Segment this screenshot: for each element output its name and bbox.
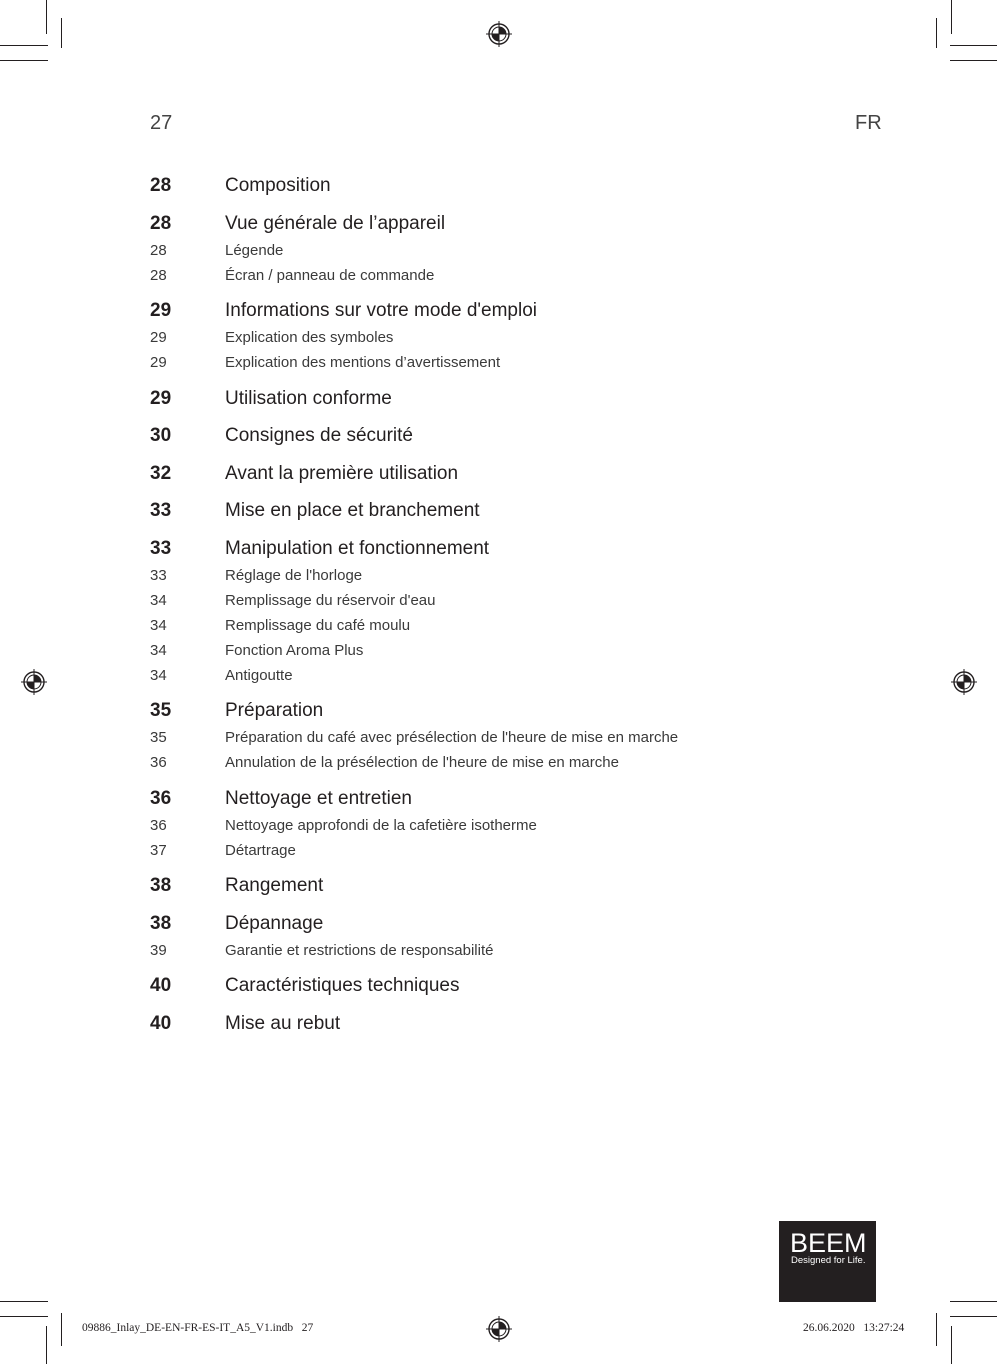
toc-page-number: 33	[150, 538, 172, 559]
logo-brand: BEEM	[790, 1228, 867, 1258]
toc-title: Garantie et restrictions de responsabilité	[225, 942, 494, 959]
crop-mark	[46, 1326, 47, 1364]
crop-mark	[46, 0, 47, 34]
toc-title: Mise en place et branchement	[225, 500, 480, 521]
crop-mark	[0, 1301, 48, 1302]
toc-title: Dépannage	[225, 913, 324, 934]
toc-title: Explication des symboles	[225, 329, 394, 346]
toc-title: Détartrage	[225, 842, 296, 859]
toc-title: Préparation du café avec présélection de l'heure de mise en marche	[225, 729, 679, 746]
toc-title: Annulation de la présélection de l'heure de mise en marche	[225, 754, 619, 771]
crop-mark	[951, 0, 952, 34]
toc-title: Remplissage du réservoir d'eau	[225, 592, 436, 609]
toc-title: Avant la première utilisation	[225, 463, 459, 484]
toc-page-number: 34	[150, 667, 167, 684]
toc-title: Informations sur votre mode d'emploi	[225, 300, 537, 321]
toc-title: Utilisation conforme	[225, 388, 392, 409]
toc-title: Préparation	[225, 700, 324, 721]
toc-page-number: 28	[150, 213, 172, 234]
registration-mark-icon	[486, 21, 512, 47]
crop-mark	[936, 18, 937, 48]
toc-page-number: 36	[150, 754, 167, 771]
toc-page-number: 34	[150, 592, 167, 609]
logo-tagline: Designed for Life.	[791, 1255, 866, 1266]
footer-timestamp: 26.06.2020 13:27:24	[803, 1322, 905, 1334]
toc-page-number: 35	[150, 729, 167, 746]
toc-page-number: 29	[150, 388, 172, 409]
footer-file-info: 09886_Inlay_DE-EN-FR-ES-IT_A5_V1.indb 27	[82, 1322, 314, 1334]
toc-page-number: 38	[150, 913, 172, 934]
crop-mark	[950, 45, 997, 46]
toc-page-number: 37	[150, 842, 167, 859]
toc-page-number: 39	[150, 942, 167, 959]
toc-page-number: 29	[150, 329, 167, 346]
crop-mark	[950, 1316, 997, 1317]
toc-page-number: 34	[150, 642, 167, 659]
beem-logo	[779, 1221, 876, 1302]
toc-title: Écran / panneau de commande	[225, 267, 435, 284]
crop-mark	[936, 1313, 937, 1346]
toc-page-number: 28	[150, 242, 167, 259]
toc-title: Explication des mentions d’avertissement	[225, 354, 501, 371]
toc-title: Remplissage du café moulu	[225, 617, 411, 634]
toc-title: Manipulation et fonctionnement	[225, 538, 490, 559]
toc-page-number: 40	[150, 975, 172, 996]
toc-title: Réglage de l'horloge	[225, 567, 363, 584]
crop-mark	[0, 60, 48, 61]
crop-mark	[951, 1326, 952, 1364]
toc-page-number: 36	[150, 788, 172, 809]
toc-title: Caractéristiques techniques	[225, 975, 460, 996]
toc-page-number: 29	[150, 354, 167, 371]
toc-title: Vue générale de l’appareil	[225, 213, 446, 234]
toc-page-number: 34	[150, 617, 167, 634]
registration-mark-icon	[21, 669, 47, 695]
toc-title: Rangement	[225, 875, 324, 896]
toc-page-number: 33	[150, 500, 172, 521]
toc-page-number: 38	[150, 875, 172, 896]
toc-title: Mise au rebut	[225, 1013, 341, 1034]
crop-mark	[61, 18, 62, 48]
toc-page-number: 40	[150, 1013, 172, 1034]
language-code: FR	[855, 112, 882, 134]
toc-title: Fonction Aroma Plus	[225, 642, 364, 659]
toc-page-number: 30	[150, 425, 172, 446]
toc-title: Nettoyage et entretien	[225, 788, 412, 809]
crop-mark	[61, 1313, 62, 1346]
toc-page-number: 28	[150, 267, 167, 284]
toc-title: Antigoutte	[225, 667, 293, 684]
toc-page-number: 32	[150, 463, 172, 484]
crop-mark	[950, 60, 997, 61]
registration-mark-icon	[486, 1316, 512, 1342]
toc-title: Légende	[225, 242, 284, 259]
crop-mark	[0, 1316, 48, 1317]
crop-mark	[950, 1301, 997, 1302]
toc-page-number: 35	[150, 700, 172, 721]
toc-title: Composition	[225, 175, 331, 196]
toc-page-number: 33	[150, 567, 167, 584]
toc-page-number: 36	[150, 817, 167, 834]
toc-title: Nettoyage approfondi de la cafetière isotherme	[225, 817, 537, 834]
toc-title: Consignes de sécurité	[225, 425, 413, 446]
registration-mark-icon	[951, 669, 977, 695]
toc-page-number: 28	[150, 175, 172, 196]
toc-page-number: 29	[150, 300, 172, 321]
page-number: 27	[150, 112, 173, 134]
crop-mark	[0, 45, 48, 46]
